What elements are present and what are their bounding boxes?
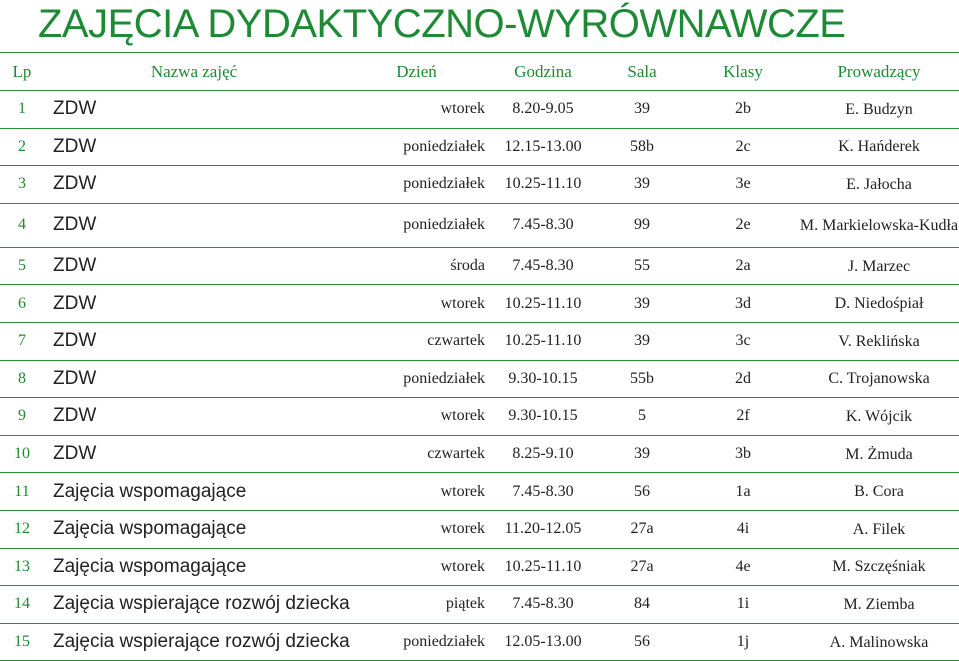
header-name: Nazwa zajęć (44, 53, 344, 91)
cell-teacher: A. Filek (852, 520, 906, 538)
cell-room: 58b (630, 137, 654, 155)
table-row (0, 285, 959, 323)
cell-classes: 4i (736, 520, 750, 538)
header-lp: Lp (0, 53, 44, 91)
cell-classes: 2e (735, 216, 751, 234)
cell-name: Zajęcia wspomagające (53, 518, 247, 540)
cell-hour: 10.25-11.10 (504, 294, 582, 312)
cell-lp: 12 (14, 520, 30, 538)
table-row (0, 247, 959, 285)
cell-room: 84 (634, 595, 650, 613)
cell-hour: 7.45-8.30 (512, 482, 574, 500)
cell-lp: 4 (18, 216, 26, 234)
cell-name: ZDW (53, 214, 97, 236)
cell-name: ZDW (53, 135, 97, 157)
cell-classes: 1j (736, 633, 750, 651)
cell-name: ZDW (53, 173, 97, 195)
cell-lp: 2 (18, 137, 26, 155)
cell-room: 56 (634, 633, 650, 651)
table-row (0, 166, 959, 204)
header-day: Dzień (344, 53, 489, 91)
table-row (0, 435, 959, 473)
cell-room: 39 (634, 445, 650, 463)
cell-lp: 7 (18, 332, 26, 350)
table-row (0, 322, 959, 360)
cell-name: Zajęcia wspomagające (53, 555, 247, 577)
cell-name: ZDW (53, 443, 97, 465)
cell-room: 27a (630, 557, 654, 575)
cell-lp: 10 (14, 445, 30, 463)
cell-day: wtorek (440, 520, 485, 538)
cell-classes: 2c (735, 137, 751, 155)
cell-lp: 13 (14, 557, 30, 575)
cell-day: wtorek (440, 294, 485, 312)
header-room: Sala (597, 53, 687, 91)
cell-day: czwartek (427, 445, 485, 463)
cell-name: Zajęcia wspierające rozwój dziecka (53, 631, 350, 653)
cell-lp: 3 (18, 175, 26, 193)
cell-teacher: A. Malinowska (829, 633, 929, 651)
cell-hour: 7.45-8.30 (512, 216, 574, 234)
page-title: ZAJĘCIA DYDAKTYCZNO-WYRÓWNAWCZE (38, 2, 846, 46)
cell-teacher: E. Jałocha (846, 175, 912, 193)
cell-room: 39 (634, 294, 650, 312)
cell-hour: 10.25-11.10 (504, 175, 582, 193)
cell-classes: 3e (735, 175, 751, 193)
cell-hour: 11.20-12.05 (504, 520, 582, 538)
cell-teacher: J. Marzec (847, 257, 911, 275)
cell-room: 99 (634, 216, 650, 234)
cell-teacher: M. Markielowska-Kudła (799, 216, 959, 234)
cell-lp: 14 (14, 595, 30, 613)
cell-day: wtorek (440, 482, 485, 500)
cell-hour: 12.05-13.00 (504, 633, 582, 651)
table-row (0, 586, 959, 624)
cell-lp: 5 (18, 257, 26, 275)
cell-classes: 3b (735, 445, 751, 463)
cell-lp: 8 (18, 369, 26, 387)
cell-day: środa (450, 257, 485, 275)
cell-hour: 10.25-11.10 (504, 332, 582, 350)
cell-day: poniedziałek (403, 137, 485, 155)
cell-name: Zajęcia wspomagające (53, 480, 247, 502)
cell-hour: 12.15-13.00 (504, 137, 582, 155)
table-row (0, 548, 959, 586)
cell-lp: 1 (18, 100, 26, 118)
cell-teacher: M. Ziemba (843, 595, 915, 613)
cell-room: 5 (638, 407, 646, 425)
cell-lp: 11 (14, 482, 30, 500)
cell-day: poniedziałek (403, 369, 485, 387)
cell-lp: 6 (18, 294, 26, 312)
cell-hour: 9.30-10.15 (508, 407, 578, 425)
table-row (0, 203, 959, 247)
schedule-table (0, 52, 959, 661)
cell-day: piątek (445, 595, 485, 613)
cell-name: ZDW (53, 255, 97, 277)
cell-hour: 8.25-9.10 (512, 445, 574, 463)
cell-room: 56 (634, 482, 650, 500)
cell-room: 55b (630, 369, 654, 387)
cell-day: wtorek (440, 557, 485, 575)
cell-classes: 1a (735, 482, 751, 500)
cell-teacher: K. Hańderek (838, 138, 920, 156)
cell-classes: 2f (736, 407, 750, 425)
cell-name: Zajęcia wspierające rozwój dziecka (53, 593, 350, 615)
cell-name: ZDW (53, 330, 97, 352)
cell-day: wtorek (440, 407, 485, 425)
cell-classes: 2b (735, 100, 751, 118)
cell-room: 39 (634, 175, 650, 193)
cell-hour: 7.45-8.30 (512, 595, 574, 613)
cell-name: ZDW (53, 405, 97, 427)
table-header-row (0, 53, 959, 91)
cell-day: poniedziałek (403, 175, 485, 193)
cell-classes: 2a (735, 257, 751, 275)
cell-room: 27a (630, 520, 654, 538)
header-classes: Klasy (687, 53, 799, 91)
cell-name: ZDW (53, 367, 97, 389)
cell-room: 55 (634, 257, 650, 275)
cell-classes: 1i (736, 595, 750, 613)
cell-name: ZDW (53, 292, 97, 314)
cell-hour: 10.25-11.10 (504, 557, 582, 575)
cell-teacher: V. Reklińska (838, 332, 920, 350)
cell-teacher: D. Niedośpiał (834, 295, 924, 313)
header-teacher: Prowadzący (799, 53, 959, 91)
table-row (0, 623, 959, 661)
cell-classes: 3c (735, 332, 751, 350)
cell-day: czwartek (427, 332, 485, 350)
cell-hour: 8.20-9.05 (512, 100, 574, 118)
header-hour: Godzina (489, 53, 597, 91)
cell-teacher: C. Trojanowska (828, 370, 930, 388)
table-row (0, 128, 959, 166)
cell-classes: 2d (735, 369, 751, 387)
cell-teacher: M. Żmuda (845, 445, 913, 463)
cell-lp: 9 (18, 407, 26, 425)
cell-hour: 7.45-8.30 (512, 257, 574, 275)
cell-day: poniedziałek (403, 633, 485, 651)
cell-day: poniedziałek (403, 216, 485, 234)
cell-classes: 4e (735, 557, 751, 575)
table-row (0, 473, 959, 511)
table-row (0, 360, 959, 398)
cell-teacher: K. Wójcik (845, 407, 913, 425)
cell-teacher: M. Szczęśniak (832, 558, 926, 576)
table-row (0, 398, 959, 436)
cell-room: 39 (634, 332, 650, 350)
cell-name: ZDW (53, 98, 97, 120)
cell-day: wtorek (440, 100, 485, 118)
cell-teacher: B. Cora (854, 483, 904, 501)
cell-lp: 15 (14, 633, 30, 651)
cell-hour: 9.30-10.15 (508, 369, 578, 387)
cell-room: 39 (634, 100, 650, 118)
cell-teacher: E. Budzyn (845, 100, 913, 118)
cell-classes: 3d (735, 294, 751, 312)
table-row (0, 91, 959, 129)
table-row (0, 510, 959, 548)
